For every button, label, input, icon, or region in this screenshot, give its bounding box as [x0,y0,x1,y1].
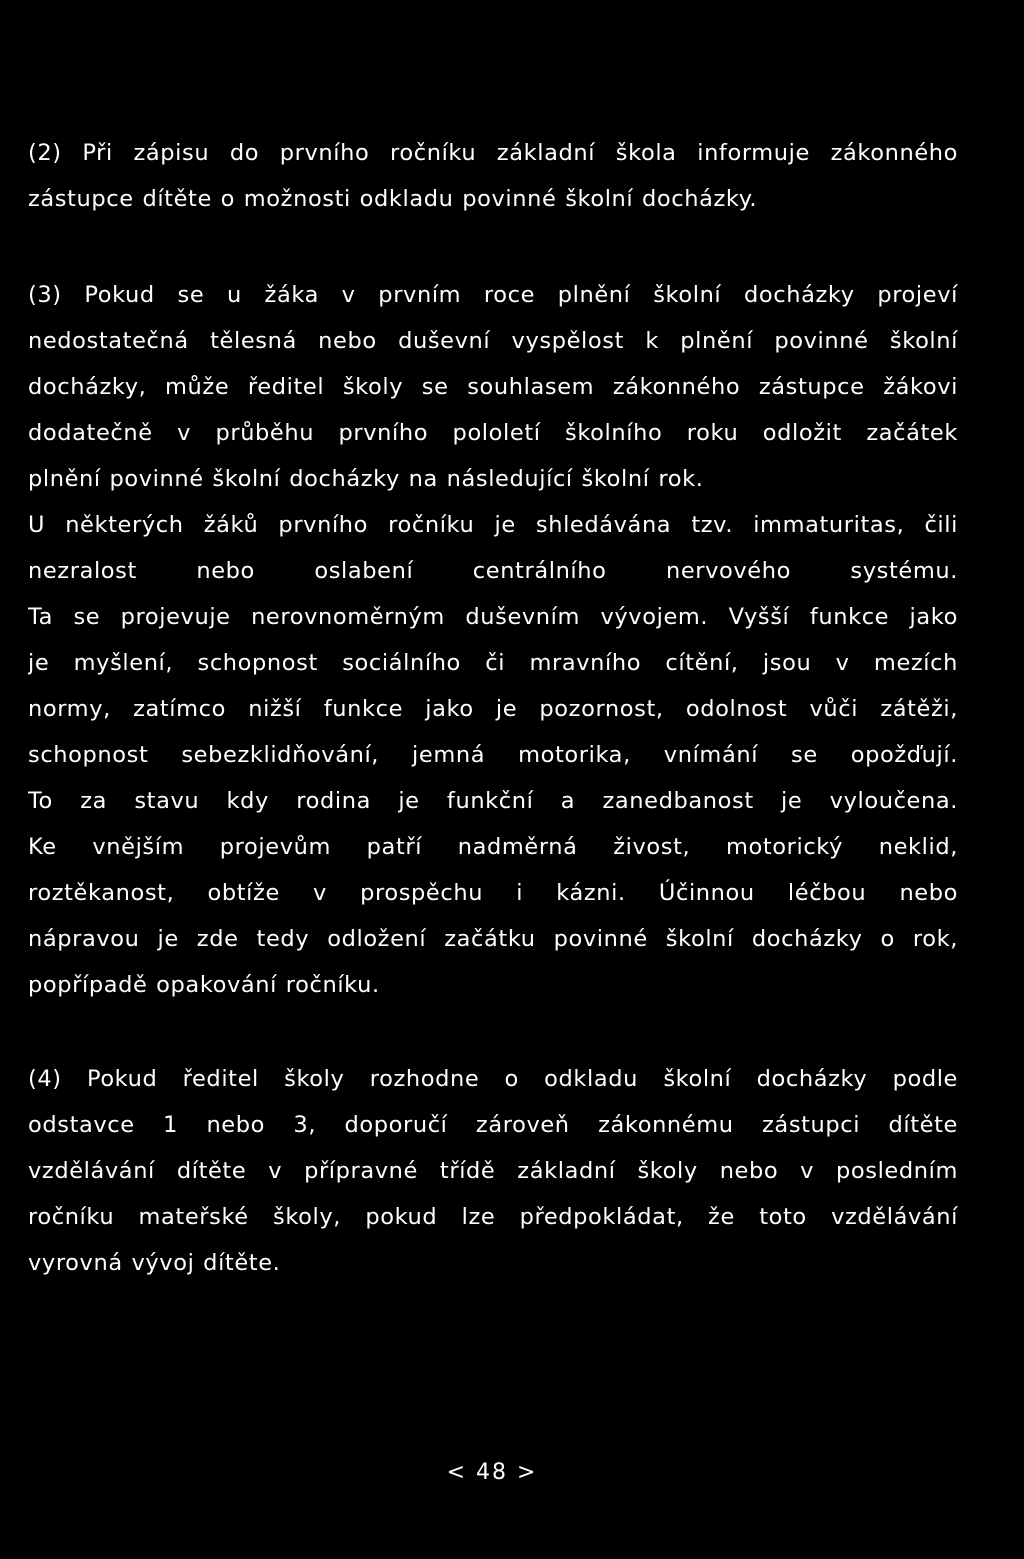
paragraph-2 [28,130,958,222]
page-number: < 48 > [446,1460,538,1485]
text-line: Ke vnějším projevům patří nadměrná živost, motorický neklid, [28,834,958,860]
paragraph-4 [28,1056,958,1286]
text-line: Ta se projevuje nerovnoměrným duševním vývojem. Vyšší funkce jako [28,604,958,630]
text-line: plnění povinné školní docházky na následující školní rok. [28,466,704,492]
text-line: normy, zatímco nižší funkce jako je pozornost, odolnost vůči zátěži, [28,696,958,722]
paragraph-3 [28,272,958,1008]
text-line: popřípadě opakování ročníku. [28,972,380,998]
text-line: vyrovná vývoj dítěte. [28,1250,281,1276]
text-line: roztěkanost, obtíže v prospěchu i kázni. Účinnou léčbou nebo [28,880,958,906]
text-line: docházky, může ředitel školy se souhlasem zákonného zástupce žákovi [28,374,958,400]
text-line: ročníku mateřské školy, pokud lze předpokládat, že toto vzdělávání [28,1204,958,1230]
text-line: To za stavu kdy rodina je funkční a zanedbanost je vyloučena. [28,788,958,814]
text-line: U některých žáků prvního ročníku je shledávána tzv. immaturitas, čili [28,512,958,538]
text-line: nedostatečná tělesná nebo duševní vyspělost k plnění povinné školní [28,328,958,354]
text-line: je myšlení, schopnost sociálního či mravního cítění, jsou v mezích [28,650,958,676]
text-line: dodatečně v průběhu prvního pololetí školního roku odložit začátek [28,420,958,446]
text-line: (3) Pokud se u žáka v prvním roce plnění školní docházky projeví [28,282,958,308]
text-line: nápravou je zde tedy odložení začátku povinné školní docházky o rok, [28,926,958,952]
document-page [28,130,958,1286]
text-line: odstavce 1 nebo 3, doporučí zároveň zákonnému zástupci dítěte [28,1112,958,1138]
text-line: nezralost nebo oslabení centrálního nervového systému. [28,558,958,584]
text-line: schopnost sebezklidňování, jemná motorika, vnímání se opožďují. [28,742,958,768]
text-line: zástupce dítěte o možnosti odkladu povinné školní docházky. [28,186,758,212]
text-line: vzdělávání dítěte v přípravné třídě základní školy nebo v posledním [28,1158,958,1184]
text-line: (2) Při zápisu do prvního ročníku základní škola informuje zákonného [28,140,958,166]
text-line: (4) Pokud ředitel školy rozhodne o odkladu školní docházky podle [28,1066,958,1092]
